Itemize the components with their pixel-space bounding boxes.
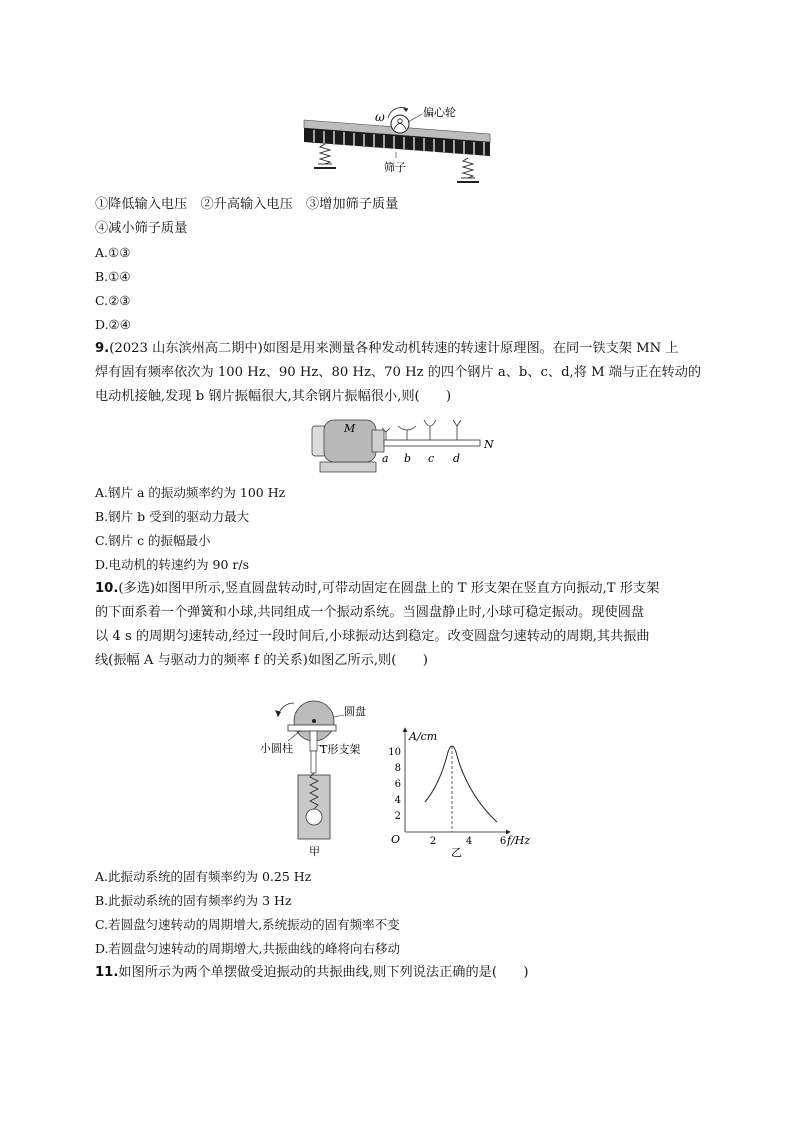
sieve-figure [300, 100, 500, 190]
q8-choices-line1: ①降低输入电压 ②升高输入电压 ③增加筛子质量 [95, 197, 399, 212]
q8-option-c[interactable]: C.②③ [95, 293, 131, 308]
svg-text:2: 2 [394, 811, 401, 822]
label-b: b [404, 452, 412, 465]
label-a: a [382, 452, 389, 465]
origin-label: O [391, 833, 401, 846]
eccentric-wheel [391, 115, 409, 133]
bracket-mn [384, 440, 480, 446]
svg-text:6: 6 [394, 779, 401, 790]
sieve-label: 筛子 [384, 161, 406, 174]
frame-label: T形支架 [320, 743, 361, 756]
q9-stem-line1: 9.(2023 山东滨州高二期中)如图是用来测量各种发动机转速的转速计原理图。在同一铁支架 MN 上 [95, 341, 679, 356]
q9-option-c[interactable]: C.钢片 c 的振幅最小 [95, 533, 211, 548]
label-n: N [484, 438, 494, 451]
q9-option-b[interactable]: B.钢片 b 受到的驱动力最大 [95, 509, 250, 524]
q10-stem-line3: 以 4 s 的周期匀速转动,经过一段时间后,小球振动达到稳定。改变圆盘匀速转动的周期,其共振曲 [95, 629, 650, 644]
q10-option-b[interactable]: B.此振动系统的固有频率约为 3 Hz [95, 893, 292, 908]
caption-yi: 乙 [451, 846, 462, 857]
pin-label: 小圆柱 [260, 742, 293, 755]
container [298, 775, 330, 839]
q10-option-d[interactable]: D.若圆盘匀速转动的周期增大,共振曲线的峰将向右移动 [95, 941, 401, 956]
q11-number: 11. [95, 965, 119, 980]
q10-stem-line2: 的下面系着一个弹簧和小球,共同组成一个振动系统。当圆盘静止时,小球可稳定振动。现使圆盘 [95, 605, 645, 620]
q10-option-c[interactable]: C.若圆盘匀速转动的周期增大,系统振动的固有频率不变 [95, 917, 400, 932]
resonance-curve [425, 746, 497, 822]
q9-stem-line2: 焊有固有频率依次为 100 Hz、90 Hz、80 Hz、70 Hz 的四个钢片 a、b、c、d,将 M 端与正在转动的 [95, 365, 702, 380]
label-c: c [428, 452, 435, 465]
q10-stem-line4: 线(振幅 A 与驱动力的频率 f 的关系)如图乙所示,则( ) [95, 653, 428, 668]
q10-option-a[interactable]: A.此振动系统的固有频率约为 0.25 Hz [95, 869, 312, 884]
label-d: d [453, 452, 461, 465]
q8-option-d[interactable]: D.②④ [95, 317, 131, 332]
q9-option-d[interactable]: D.电动机的转速约为 90 r/s [95, 557, 250, 572]
y-ticks [388, 747, 401, 822]
motor-base [320, 462, 376, 472]
disc-apparatus-figure [258, 695, 378, 860]
tachometer-figure [310, 412, 500, 478]
t-frame-bar [288, 725, 336, 731]
svg-text:10: 10 [388, 747, 401, 758]
q9-option-a[interactable]: A.钢片 a 的振动频率约为 100 Hz [95, 485, 286, 500]
cam-label: 偏心轮 [423, 106, 456, 119]
q8-option-a[interactable]: A.①③ [95, 245, 131, 260]
svg-text:4: 4 [465, 836, 473, 847]
left-spring [314, 144, 336, 168]
label-m: M [344, 422, 356, 435]
q8-option-b[interactable]: B.①④ [95, 269, 131, 284]
disc-label: 圆盘 [344, 705, 366, 718]
x-ticks [430, 836, 506, 847]
svg-text:2: 2 [429, 836, 437, 847]
right-spring [457, 158, 479, 182]
svg-text:6: 6 [499, 836, 507, 847]
svg-text:8: 8 [394, 763, 401, 774]
q8-choices-line2: ④减小筛子质量 [95, 221, 188, 236]
q10-stem-line1: 10.(多选)如图甲所示,竖直圆盘转动时,可带动固定在圆盘上的 T 形支架在竖直方向振动,T 形支架 [95, 581, 660, 596]
q9-number: 9. [95, 341, 110, 356]
q11-stem-line1: 11.如图所示为两个单摆做受迫振动的共振曲线,则下列说法正确的是( ) [95, 965, 529, 980]
q9-stem-line3: 电动机接触,发现 b 钢片振幅很大,其余钢片振幅很小,则( ) [95, 389, 452, 404]
omega-label: ω [375, 110, 385, 124]
ball [306, 809, 322, 825]
steel-reeds [382, 420, 461, 440]
x-axis-label: f/Hz [507, 834, 531, 847]
resonance-curve-figure [385, 722, 545, 857]
caption-jia: 甲 [309, 845, 320, 858]
rotation-arrow-icon [278, 703, 294, 717]
y-axis-label: A/cm [409, 730, 438, 743]
svg-text:4: 4 [394, 795, 401, 806]
q10-number: 10. [95, 581, 119, 596]
